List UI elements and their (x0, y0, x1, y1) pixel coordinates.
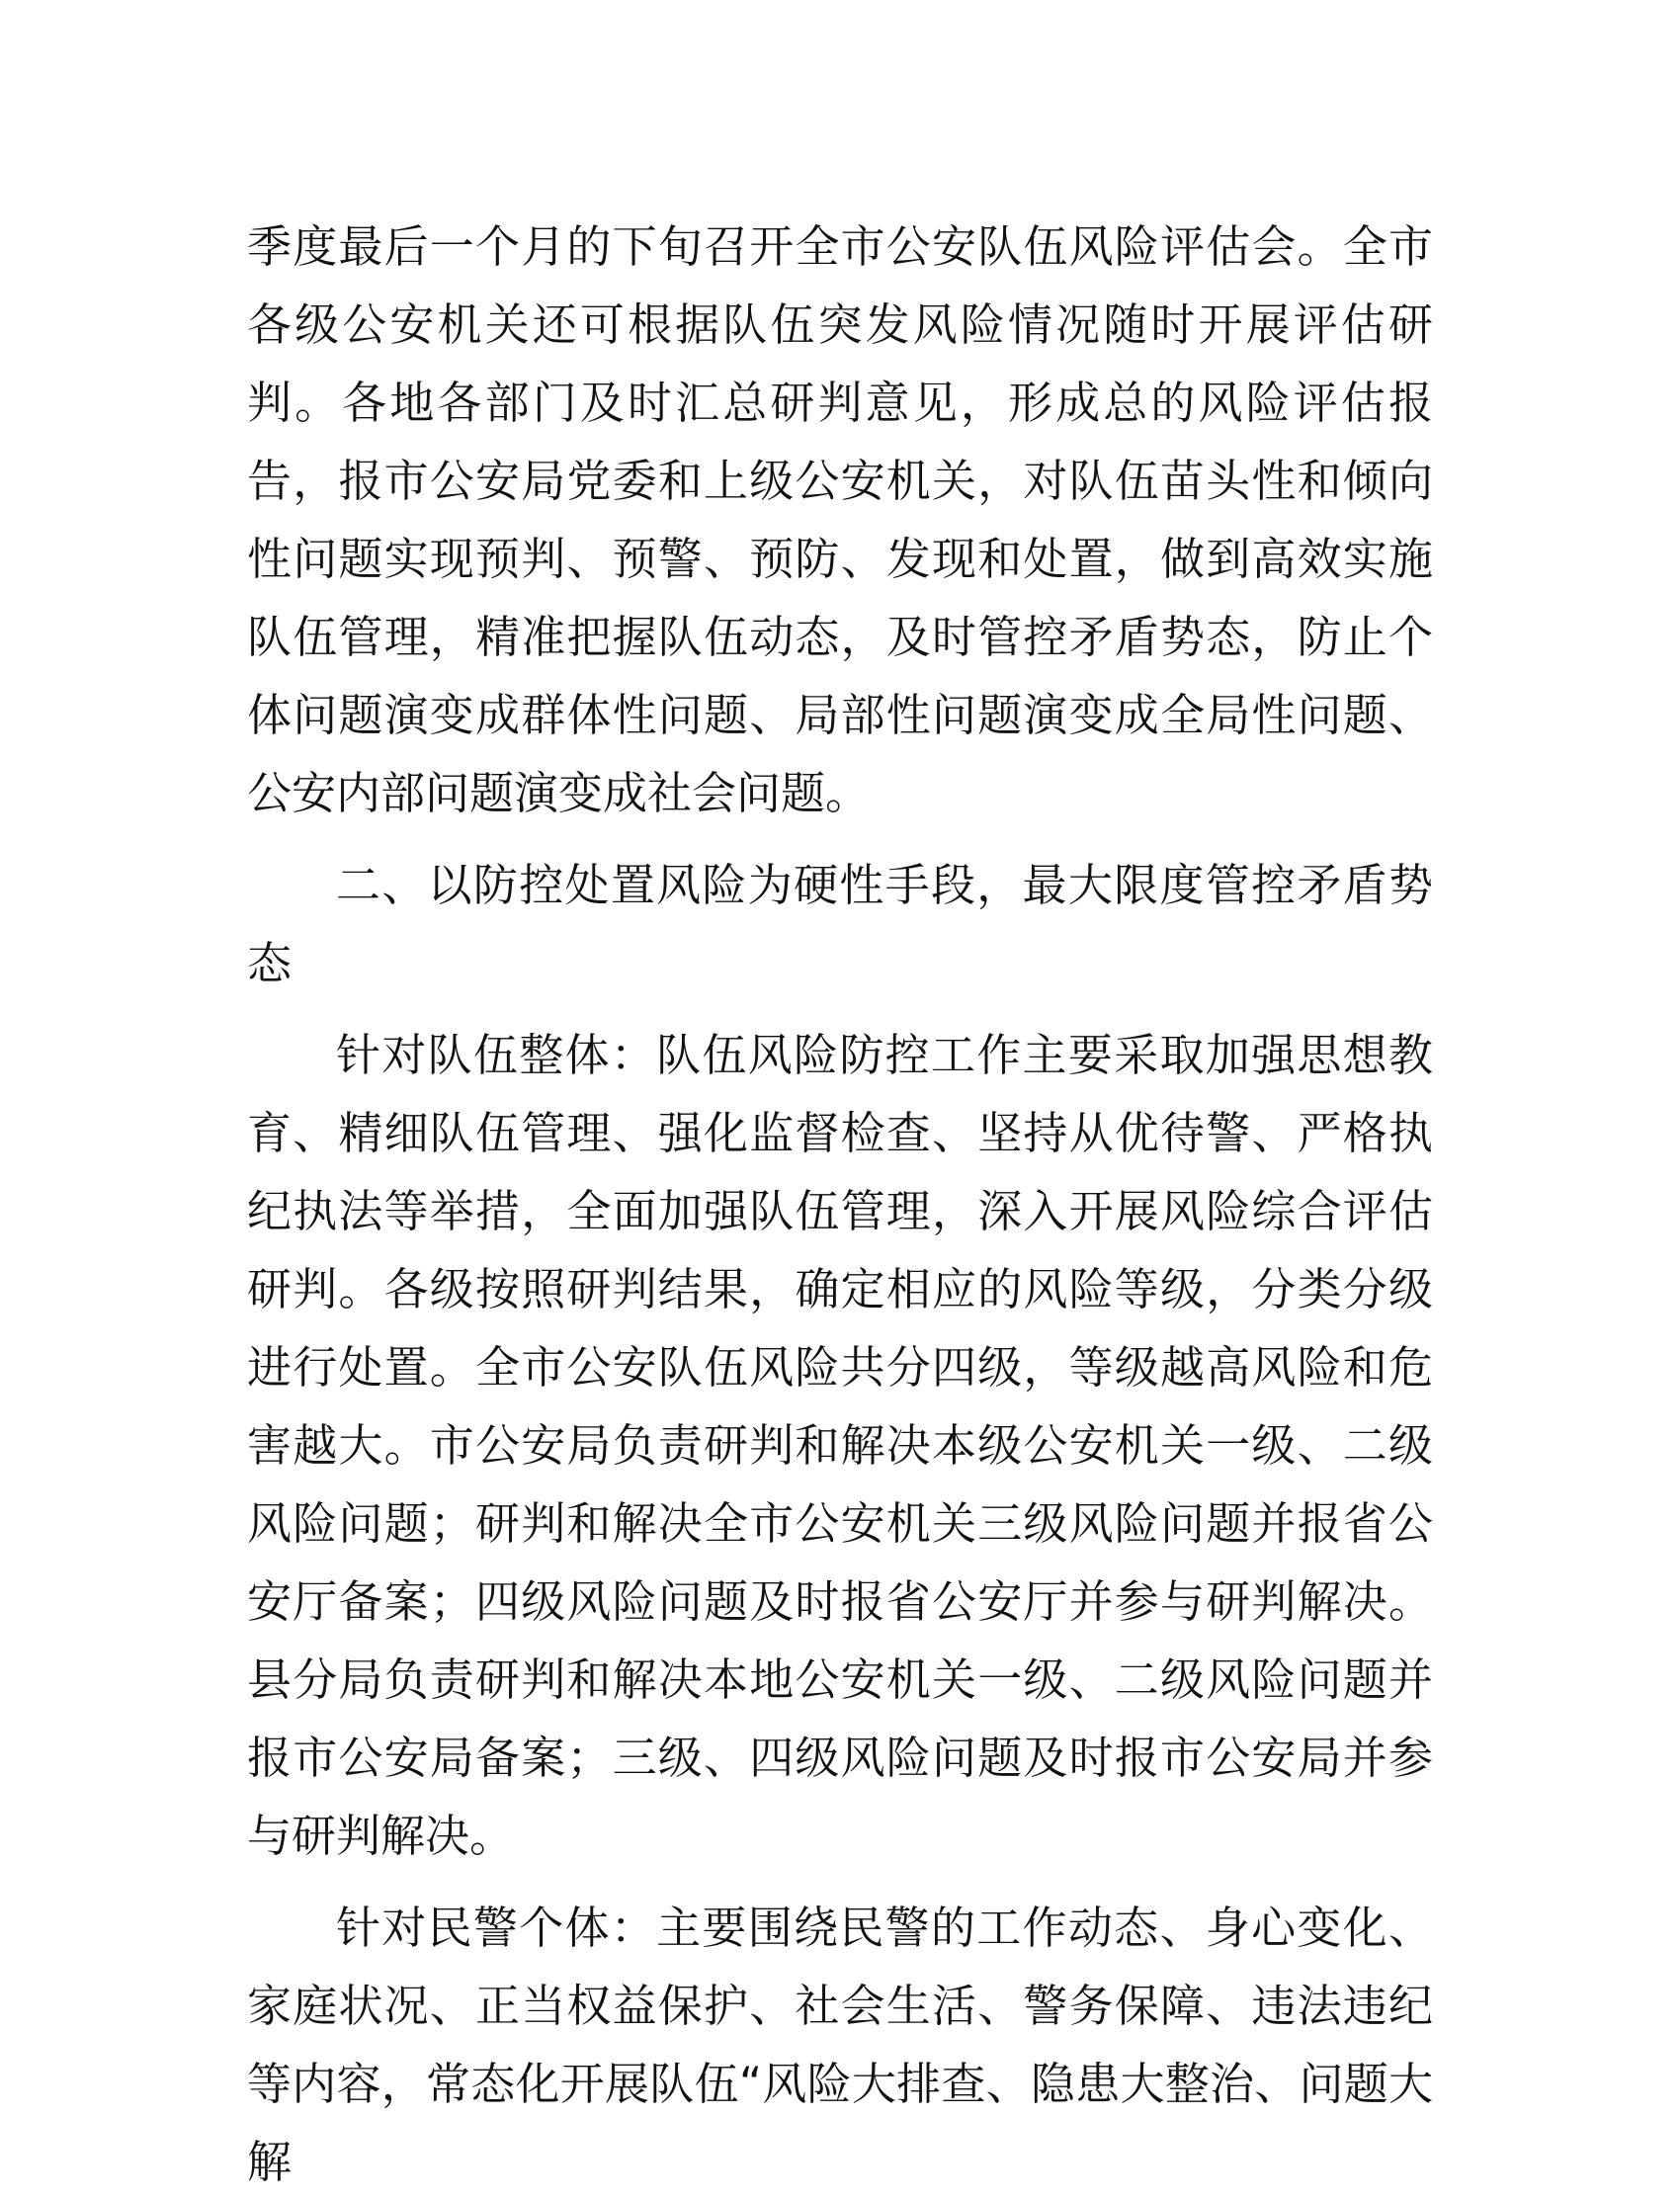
paragraph-continuation: 季度最后一个月的下旬召开全市公安队伍风险评估会。全市各级公安机关还可根据队伍突发风险情况随时开展评估研判。各地各部门及时汇总研判意见，形成总的风险评估报告，报市公安局党委和上级公安机关，对队伍苗头性和倾向性问题实现预判、预警、预防、发现和处置，做到高效实施队伍管理，精准把握队伍动态，及时管控矛盾势态，防止个体问题演变成群体性问题、局部性问题演变成全局性问题、公安内部问题演变成社会问题。 (247, 220, 1433, 819)
document-body (247, 208, 1433, 2201)
section-heading-two: 二、以防控处置风险为硬性手段，最大限度管控矛盾势态 (247, 859, 1433, 989)
paragraph-police-individual: 针对民警个体：主要围绕民警的工作动态、身心变化、家庭状况、正当权益保护、社会生活、警务保障、违法违纪等内容，常态化开展队伍“风险大排查、隐患大整治、问题大解 (247, 1902, 1433, 2188)
paragraph-team-overall: 针对队伍整体：队伍风险防控工作主要采取加强思想教育、精细队伍管理、强化监督检查、坚持从优待警、严格执纪执法等举措，全面加强队伍管理，深入开展风险综合评估研判。各级按照研判结果，确定相应的风险等级，分类分级进行处置。全市公安队伍风险共分四级，等级越高风险和危害越大。市公安局负责研判和解决本级公安机关一级、二级风险问题；研判和解决全市公安机关三级风险问题并报省公安厅备案；四级风险问题及时报省公安厅并参与研判解决。县分局负责研判和解决本地公安机关一级、二级风险问题并报市公安局备案；三级、四级风险问题及时报市公安局并参与研判解决。 (247, 1029, 1433, 1862)
